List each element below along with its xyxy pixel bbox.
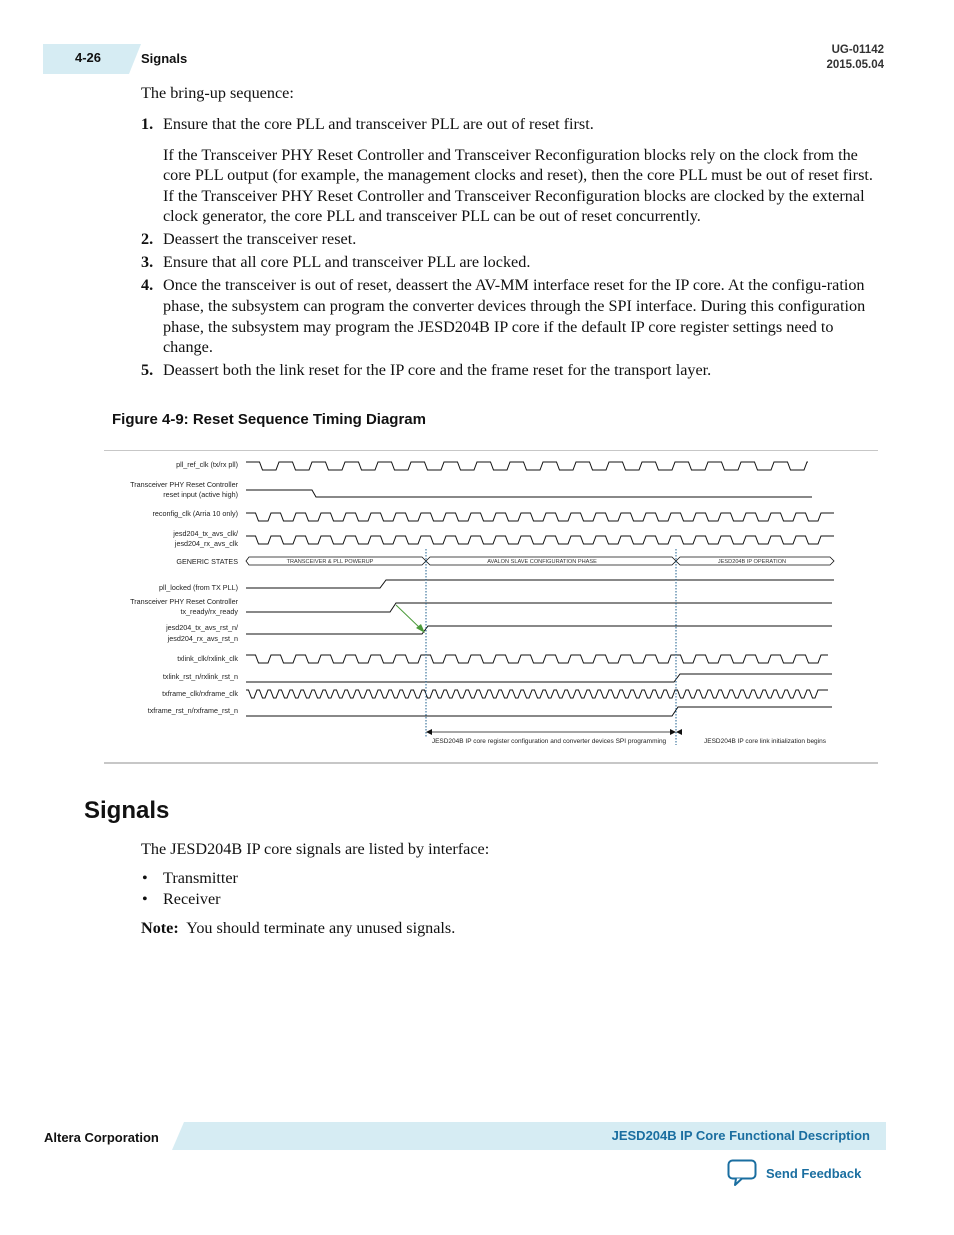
- step-detail: If the Transceiver PHY Reset Controller and Transceiver Reconfiguration blocks rely on the clock from the core PLL output (for example, the management clocks and reset), then the core PLL must be out of reset first. If the Transceiver PHY Reset Controller and Transceiver Reconfiguration blocks are clocked by the external clock generator, the core PLL and transceiver PLL can be out of reset concurrently.: [163, 145, 873, 226]
- step-text: Deassert both the link reset for the IP core and the frame reset for the transport layer.: [163, 361, 712, 380]
- step-number: 1.: [141, 115, 154, 133]
- signal-label: jesd204_tx_avs_clk/: [173, 529, 238, 538]
- link-rst-n-waveform: [246, 674, 832, 682]
- annotation-arrowhead: [670, 729, 676, 735]
- signal-label: txframe_clk/rxframe_clk: [162, 689, 238, 698]
- list-item: • Transmitter: [141, 868, 238, 889]
- signal-label: reset input (active high): [163, 490, 238, 499]
- step-item: [141, 114, 876, 227]
- interface-list: [141, 868, 238, 910]
- bring-up-intro: The bring-up sequence:: [141, 84, 294, 102]
- state-label: JESD204B IP OPERATION: [717, 559, 787, 565]
- bring-up-steps: [141, 114, 876, 383]
- causality-arrow: [396, 605, 421, 629]
- figure-caption: Figure 4-9: Reset Sequence Timing Diagram: [112, 411, 426, 428]
- step-item: [141, 252, 876, 273]
- doc-id: UG-01142: [831, 44, 884, 56]
- step-number: 4.: [141, 276, 154, 295]
- state-label: TRANSCEIVER & PLL POWERUP: [286, 559, 374, 565]
- header-section-title: Signals: [141, 51, 188, 66]
- tx-ready-waveform: [246, 603, 832, 612]
- annotation-arrowhead: [676, 729, 682, 735]
- doc-date: 2015.05.04: [826, 59, 884, 71]
- annotation-label: JESD204B IP core register configuration and converter devices SPI programming: [431, 738, 667, 745]
- send-feedback-link[interactable]: [727, 1159, 861, 1187]
- signal-label: jesd204_rx_avs_rst_n: [167, 634, 238, 643]
- step-text: Ensure that all core PLL and transceiver PLL are locked.: [163, 253, 531, 272]
- step-text: Once the transceiver is out of reset, deassert the AV-MM interface reset for the IP core. At the configu-ration phase, the subsystem can program the converter devices through the SPI interface. During this configuration phase, the subsystem may program the JESD204B IP core if the default IP core register settings need to change.: [163, 276, 866, 357]
- signal-label: pll_ref_clk (tx/rx pll): [176, 460, 238, 469]
- signal-label: txlink_rst_n/rxlink_rst_n: [162, 672, 238, 681]
- signal-label: GENERIC STATES: [176, 557, 238, 566]
- link-clk-waveform: [246, 655, 828, 663]
- annotation-label: JESD204B IP core link initialization begins: [703, 738, 827, 745]
- reconfig-clk-waveform: [246, 513, 834, 521]
- signals-intro: The JESD204B IP core signals are listed by interface:: [141, 840, 490, 858]
- note-text: You should terminate any unused signals.: [186, 919, 456, 937]
- step-item: [141, 275, 876, 357]
- footer-corporation: Altera Corporation: [44, 1130, 159, 1145]
- signal-label: Transceiver PHY Reset Controller: [130, 597, 238, 606]
- pll-ref-clk-waveform: [246, 462, 808, 470]
- note-label: Note:: [141, 919, 179, 937]
- figure-bottom-rule: [104, 762, 878, 764]
- phy-reset-input-waveform: [246, 490, 812, 497]
- list-item: • Receiver: [141, 889, 238, 910]
- avs-clk-waveform: [246, 536, 834, 544]
- pll-locked-waveform: [246, 580, 834, 588]
- signal-label: tx_ready/rx_ready: [180, 607, 238, 616]
- signal-label: txlink_clk/rxlink_clk: [177, 654, 238, 663]
- signal-label: reconfig_clk (Arria 10 only): [152, 509, 238, 518]
- step-number: 5.: [141, 361, 154, 380]
- reset-timing-diagram: [104, 451, 878, 762]
- step-text: Ensure that the core PLL and transceiver PLL are out of reset first.: [163, 115, 594, 133]
- send-feedback-label: Send Feedback: [766, 1165, 862, 1181]
- doc-info: [826, 43, 884, 73]
- note: [141, 918, 455, 939]
- step-number: 3.: [141, 253, 154, 272]
- step-item: [141, 229, 876, 250]
- feedback-speech-bubble-icon: [727, 1159, 757, 1187]
- step-text: Deassert the transceiver reset.: [163, 230, 357, 249]
- signal-label: Transceiver PHY Reset Controller: [130, 480, 238, 489]
- annotation-arrowhead: [426, 729, 432, 735]
- footer-doc-title-link[interactable]: JESD204B IP Core Functional Description: [611, 1128, 870, 1143]
- state-label: AVALON SLAVE CONFIGURATION PHASE: [487, 559, 597, 565]
- frame-rst-n-waveform: [246, 707, 832, 716]
- signals-heading: Signals: [84, 797, 170, 824]
- footer-band-edge: [172, 1122, 184, 1150]
- step-item: [141, 360, 876, 381]
- step-number: 2.: [141, 230, 154, 249]
- signal-label: jesd204_tx_avs_rst_n/: [166, 623, 238, 632]
- signal-label: pll_locked (from TX PLL): [159, 583, 238, 592]
- avs-rst-n-waveform: [246, 626, 832, 634]
- signal-label: jesd204_rx_avs_clk: [174, 539, 238, 548]
- signal-label: txframe_rst_n/rxframe_rst_n: [147, 706, 238, 715]
- frame-clk-waveform: [246, 690, 828, 698]
- page-number: 4-26: [74, 50, 102, 65]
